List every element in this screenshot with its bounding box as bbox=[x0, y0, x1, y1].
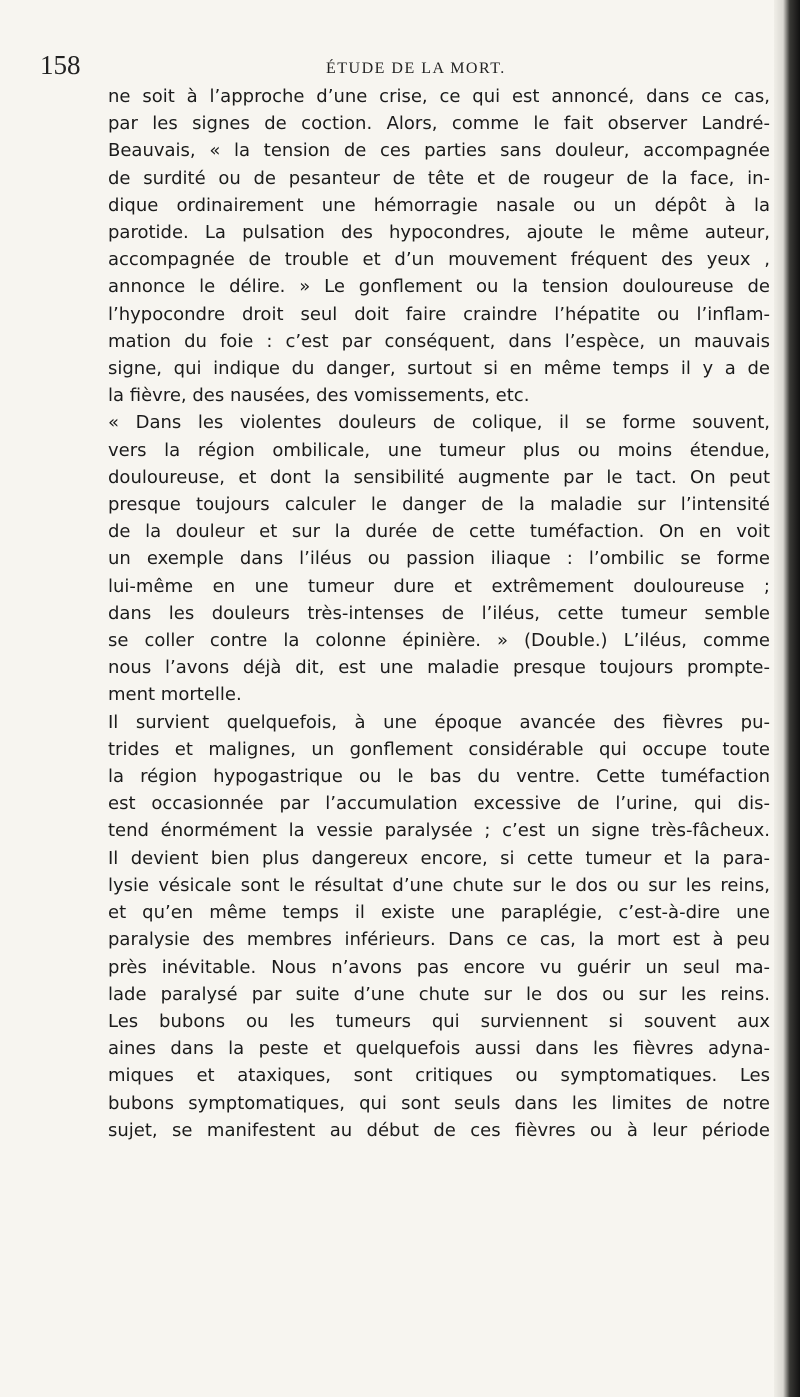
text-line: Les bubons ou les tumeurs qui surviennent si souvent aux bbox=[108, 1010, 770, 1032]
text-line: près inévitable. Nous n’avons pas encore vu guérir un seul ma- bbox=[108, 956, 770, 978]
text-line: la fièvre, des nausées, des vomissements, etc. bbox=[108, 385, 530, 407]
text-line: douloureuse, et dont la sensibilité augmente par le tact. On peut bbox=[108, 466, 770, 488]
text-line: dans les douleurs très-intenses de l’iléus, cette tumeur semble bbox=[108, 602, 770, 624]
page-header bbox=[40, 50, 740, 84]
text-line: ne soit à l’approche d’une crise, ce qui est annoncé, dans ce cas, bbox=[108, 86, 770, 107]
text-line: l’hypocondre droit seul doit faire craindre l’hépatite ou l’inflam- bbox=[108, 303, 770, 325]
text-line: signe, qui indique du danger, surtout si en même temps il y a de bbox=[108, 358, 770, 380]
text-line: de la douleur et sur la durée de cette tuméfaction. On en voit bbox=[108, 521, 770, 543]
text-line: se coller contre la colonne épinière. » (Double.) L’iléus, comme bbox=[108, 630, 770, 652]
text-line: miques et ataxiques, sont critiques ou symptomatiques. Les bbox=[108, 1065, 770, 1087]
text-line: presque toujours calculer le danger de la maladie sur l’intensité bbox=[108, 494, 770, 516]
running-head: ÉTUDE DE LA MORT. bbox=[326, 60, 506, 77]
text-line: Beauvais, « la tension de ces parties sans douleur, accompagnée bbox=[108, 140, 770, 162]
text-line: trides et malignes, un gonflement considérable qui occupe toute bbox=[108, 738, 770, 760]
text-line: mation du foie : c’est par conséquent, dans l’espèce, un mauvais bbox=[108, 330, 770, 352]
body-text bbox=[108, 83, 770, 1144]
text-line: sujet, se manifestent au début de ces fièvres ou à leur période bbox=[108, 1119, 770, 1141]
text-line: la région hypogastrique ou le bas du ventre. Cette tuméfaction bbox=[108, 766, 770, 788]
text-line: lade paralysé par suite d’une chute sur le dos ou sur les reins. bbox=[108, 983, 770, 1005]
text-line: paralysie des membres inférieurs. Dans ce cas, la mort est à peu bbox=[108, 929, 770, 951]
page-number: 158 bbox=[40, 50, 81, 80]
text-line: de surdité ou de pesanteur de tête et de rougeur de la face, in- bbox=[108, 167, 770, 189]
text-line: lysie vésicale sont le résultat d’une chute sur le dos ou sur les reins, bbox=[108, 874, 770, 896]
text-line: aines dans la peste et quelquefois aussi dans les fièvres adyna- bbox=[108, 1038, 770, 1060]
text-line: Il survient quelquefois, à une époque avancée des fièvres pu- bbox=[108, 711, 770, 733]
text-line: « Dans les violentes douleurs de colique, il se forme souvent, bbox=[108, 412, 770, 434]
text-line: accompagnée de trouble et d’un mouvement fréquent des yeux , bbox=[108, 249, 770, 271]
text-line: par les signes de coction. Alors, comme le fait observer Landré- bbox=[108, 113, 770, 135]
text-line: tend énormément la vessie paralysée ; c’est un signe très-fâcheux. bbox=[108, 820, 770, 842]
text-line: ment mortelle. bbox=[108, 684, 242, 706]
text-line: vers la région ombilicale, une tumeur plus ou moins étendue, bbox=[108, 439, 770, 461]
text-line: nous l’avons déjà dit, est une maladie presque toujours prompte- bbox=[108, 657, 770, 679]
text-line: parotide. La pulsation des hypocondres, ajoute le même auteur, bbox=[108, 222, 770, 244]
page-edge-shadow bbox=[774, 0, 800, 1397]
text-line: annonce le délire. » Le gonflement ou la tension douloureuse de bbox=[108, 276, 770, 298]
text-line: Il devient bien plus dangereux encore, si cette tumeur et la para- bbox=[108, 847, 770, 869]
text-line: bubons symptomatiques, qui sont seuls dans les limites de notre bbox=[108, 1092, 770, 1114]
text-line: dique ordinairement une hémorragie nasale ou un dépôt à la bbox=[108, 194, 770, 216]
text-line: lui-même en une tumeur dure et extrêmement douloureuse ; bbox=[108, 575, 770, 597]
text-line: un exemple dans l’iléus ou passion iliaque : l’ombilic se forme bbox=[108, 548, 770, 570]
text-line: et qu’en même temps il existe une paraplégie, c’est-à-dire une bbox=[108, 902, 770, 924]
text-line: est occasionnée par l’accumulation excessive de l’urine, qui dis- bbox=[108, 793, 770, 815]
